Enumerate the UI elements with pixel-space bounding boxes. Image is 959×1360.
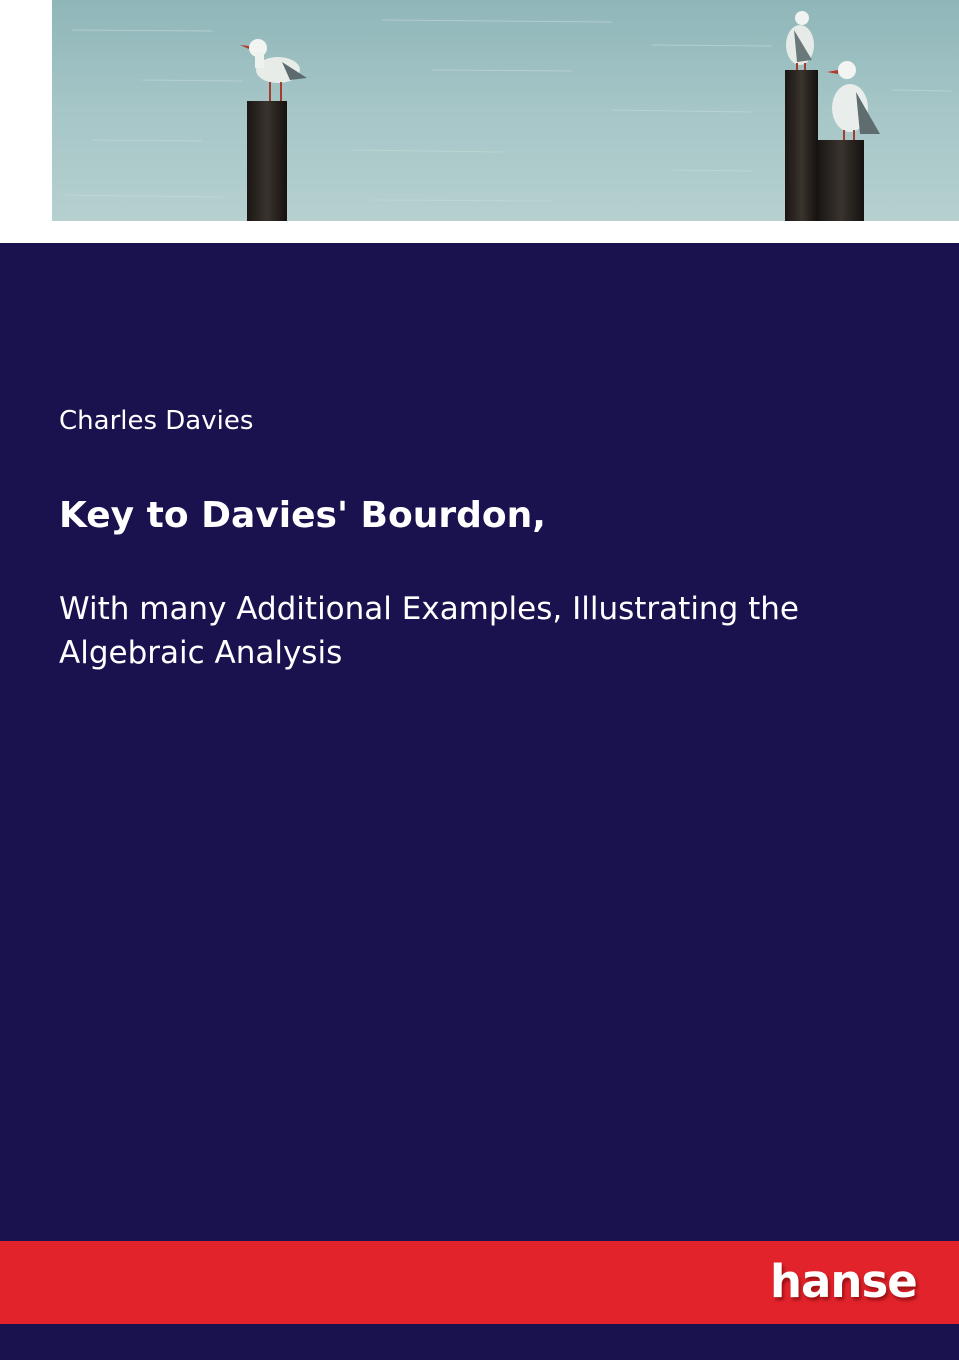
bottom-navy-strip [0, 1324, 959, 1360]
cover-photo-seagulls [52, 0, 959, 221]
author-name: Charles Davies [59, 406, 254, 436]
book-title: Key to Davies' Bourdon, [59, 495, 546, 536]
publisher-logo: hanse [770, 1255, 917, 1308]
book-subtitle: With many Additional Examples, Illustrating the Algebraic Analysis [59, 591, 799, 671]
